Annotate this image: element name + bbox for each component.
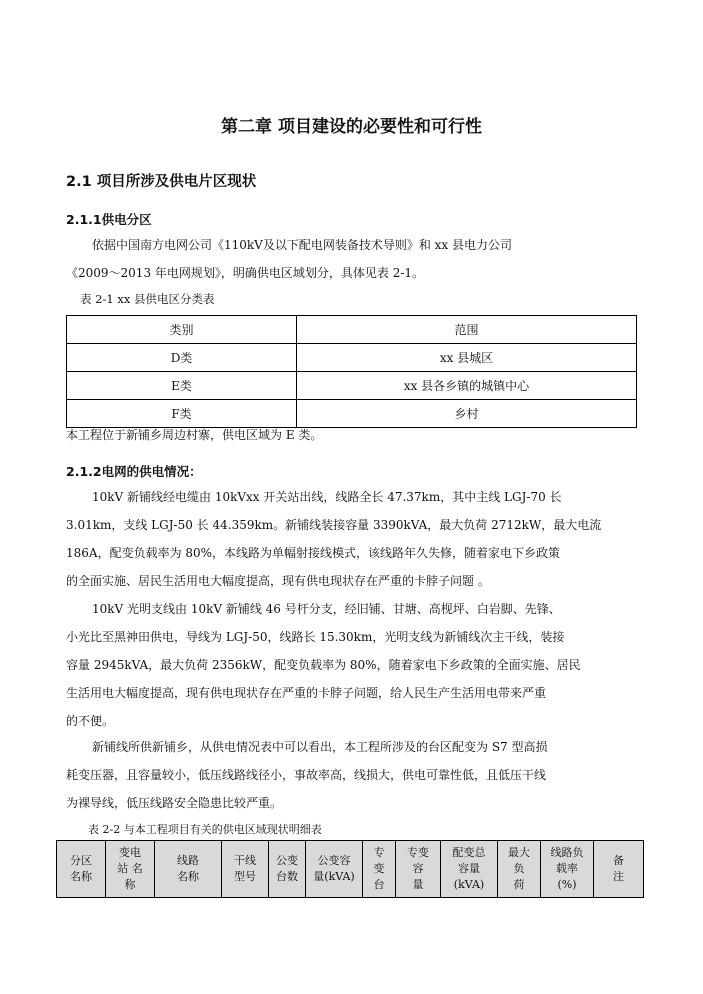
text-line: 为裸导线，低压线路安全隐患比较严重。 [66, 796, 283, 810]
table-header-cell: 最大 负 荷 [498, 841, 541, 898]
table-header-cell: 变电 站 名 称 [106, 841, 155, 898]
table-row [67, 344, 637, 372]
text-line: 耗变压器，且容量较小，低压线路线径小，事故率高，线损大，供电可靠性低，且低压干线 [66, 768, 547, 782]
table-header-cell: 线路负 载率 (%) [541, 841, 594, 898]
table-header-cell: 范围 [297, 316, 637, 344]
paragraph-xinpu-line [66, 483, 640, 595]
zone-classification-table [66, 315, 637, 428]
table-header-row [67, 316, 637, 344]
table-header-cell: 干线 型号 [222, 841, 269, 898]
paragraph-guangming-line [66, 595, 640, 735]
table-header-cell: 专 变 台 [363, 841, 396, 898]
table-header-cell: 公变容 量(kVA) [306, 841, 363, 898]
table-header-cell: 配变总 容量 (kVA) [441, 841, 498, 898]
chapter-title: 第二章 项目建设的必要性和可行性 [221, 117, 482, 137]
paragraph-power-zoning [66, 231, 640, 287]
table-cell: E类 [67, 372, 297, 400]
text-line: 《2009～2013 年电网规划》，明确供电区域划分，具体见表 2-1。 [66, 266, 425, 280]
text-line: 的不便。 [66, 714, 115, 728]
text-line: 依据中国南方电网公司《110kV及以下配电网装备技术导则》和 xx 县电力公司 [92, 238, 513, 252]
table-caption: 表 2-2 与本工程项目有关的供电区域现状明细表 [88, 823, 322, 836]
section-heading-2-1-2: 2.1.2电网的供电情况： [66, 464, 202, 479]
table-header-cell: 类别 [67, 316, 297, 344]
table-row [67, 400, 637, 428]
table-cell: 乡村 [297, 400, 637, 428]
text-line: 生活用电大幅度提高，现有供电现状存在严重的卡脖子问题，给人民生产生活用电带来严重 [66, 686, 547, 700]
text-line: 的全面实施、居民生活用电大幅度提高，现有供电现状存在严重的卡脖子问题 。 [66, 574, 490, 588]
table-header-cell: 线路 名称 [155, 841, 222, 898]
table-header-cell: 公变 台数 [269, 841, 306, 898]
table-cell: D类 [67, 344, 297, 372]
table-cell: xx 县各乡镇的城镇中心 [297, 372, 637, 400]
table-header-cell: 备 注 [594, 841, 644, 898]
table-header-row [57, 841, 644, 898]
text-line: 新铺线所供新铺乡，从供电情况表中可以看出，本工程所涉及的台区配变为 S7 型高损 [92, 740, 548, 754]
section-heading-2-1: 2.1 项目所涉及供电片区现状 [66, 174, 257, 190]
paragraph-xinpu-township [66, 733, 640, 817]
text-line: 小光比至黑神田供电，导线为 LGJ-50，线路长 15.30km，光明支线为新铺线次主干线，装接 [66, 630, 565, 644]
zone-note: 本工程位于新铺乡周边村寨，供电区域为 E 类。 [66, 428, 323, 442]
table-row [67, 372, 637, 400]
table-cell: xx 县城区 [297, 344, 637, 372]
table-header-cell: 分区 名称 [57, 841, 106, 898]
text-line: 容量 2945kVA，最大负荷 2356kW，配变负载率为 80%，随着家电下乡政策的全面实施、居民 [66, 658, 581, 672]
table-cell: F类 [67, 400, 297, 428]
table-caption: 表 2-1 xx 县供电区分类表 [80, 292, 215, 306]
section-heading-2-1-1: 2.1.1供电分区 [66, 212, 152, 227]
text-line: 186A，配变负载率为 80%，本线路为单幅射接线模式，该线路年久失修，随着家电下乡政策 [66, 546, 561, 560]
table-header-cell: 专变 容 量 [396, 841, 441, 898]
supply-area-detail-table [56, 840, 644, 898]
text-line: 3.01km，支线 LGJ-50 长 44.359km。新铺线装接容量 3390kVA，最大负荷 2712kW，最大电流 [66, 518, 602, 532]
text-line: 10kV 光明支线由 10kV 新铺线 46 号杆分支，经旧铺、甘塘、高枧坪、白岩脚、先锋、 [92, 602, 561, 616]
text-line: 10kV 新铺线经电缆由 10kVxx 开关站出线，线路全长 47.37km，其中主线 LGJ-70 长 [92, 490, 562, 504]
